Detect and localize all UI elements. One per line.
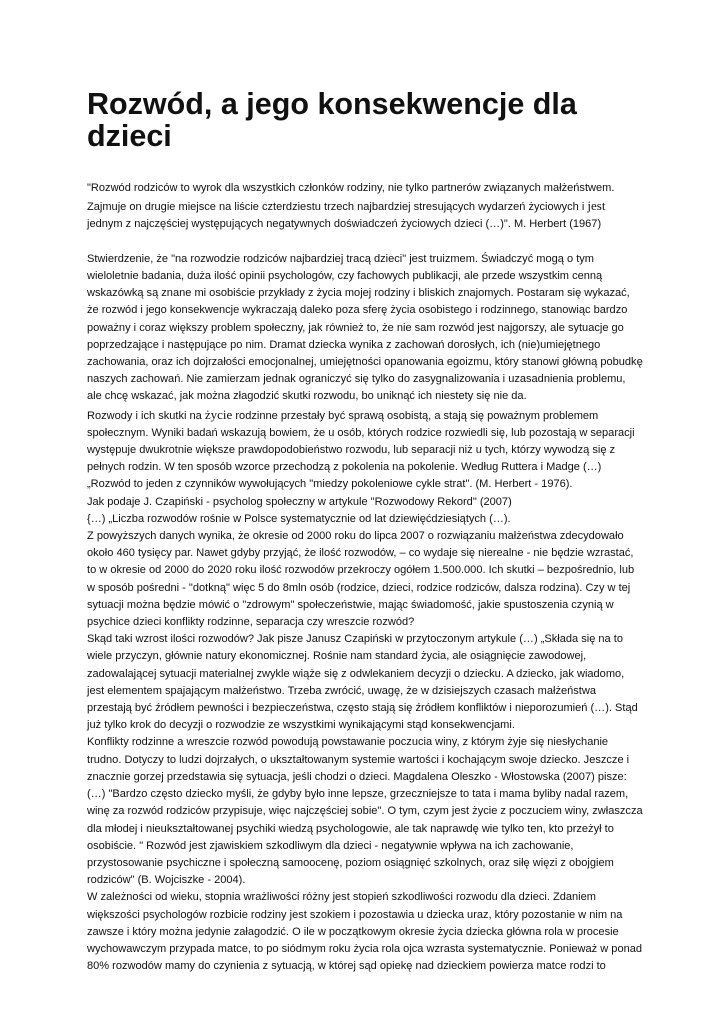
document-body (87, 180, 643, 975)
paragraph-czapinski-intro: Jak podaje J. Czapiński - psycholog społeczny w artykule "Rozwodowy Rekord" (2007) (87, 495, 512, 508)
paragraph-herbert-quote (87, 180, 643, 234)
text-run-serif: jest (587, 198, 606, 214)
paragraph-guilt: Konflikty rodzinne a wreszcie rozwód powodują powstawanie poczucia winy, z którym żyje się niesłychanie trudno. Dotyczy to ludzi dojrzałych, o ukształtowanym systemie wartości i kochającym swoje dziecko. Jeszcze i znacznie gorzej przedstawia się sytuacja, jeśli chodzi o dzieci. Magdalena Oleszko - Włostowska (2007) pisze: (…) "Bardzo często dziecko myśli, że gdyby było inne lepsze, grzeczniejsze to tata i mama byliby nadal razem, winę za rozwód rodziców przypisuje, więc najczęściej sobie". O tym, czym jest życie z poczuciem winy, zwłaszcza dla młodej i nieukształtowanej psychiki wiedzą psychologowie, ale tak naprawdę wie tylko ten, kto przeżył to osobiście. " Rozwód jest zjawiskiem szkodliwym dla dzieci - negatywnie wpływa na ich zachowanie, przystosowanie psychiczne i społeczną samoocenę, poziom osiągnięć szkolnych, oraz siłę więzi z obojgiem rodziców" (B. Wojciszke - 2004). (87, 736, 643, 887)
paragraph-czapinski-quote: {…) „Liczba rozwodów rośnie w Polsce systematycznie od lat dziewięćdziesiątych (…). (87, 512, 511, 525)
paragraph-social-problem (87, 406, 643, 494)
document-title: Rozwód, a jego konsekwencje dla dzieci (87, 87, 577, 153)
paragraph-age-sensitivity: W zależności od wieku, stopnia wrażliwości różny jest stopień szkodliwości rozwodu dla dzieci. Zdaniem większości psychologów rozbicie rodziny jest szokiem i pozostawia u dziecka uraz, który pozostanie w nim na zawsze i który można jedynie załagodzić. O ile w początkowym okresie życia dziecka główna rola w procesie wychowawczym przypada matce, to po siódmym roku życia rola ojca wzrasta systematycznie. Ponieważ w ponad 80% rozwodów mamy do czynienia z sytuacją, w której sąd opiekę nad dzieckiem powierza matce rodzi to (87, 891, 643, 973)
paragraph-spacer (87, 234, 643, 251)
text-run: Rozwody i ich skutki na (87, 409, 205, 422)
text-run: "Rozwód rodziców to wyrok dla wszystkich członków rodziny, nie tylko partnerów związanych małżeństwem. Zajmuje on drugie miejsce na liście czterdziestu trzech najbardziej stresujących wydarzeń życiowych i (87, 182, 615, 214)
paragraph-causes: Skąd taki wzrost ilości rozwodów? Jak pisze Janusz Czapiński w przytoczonym artykule (…) „Składa się na to wiele przyczyn, głównie natury ekonomicznej. Rośnie nam standard życia, ale osiągnięcie zawodowej, zadowalającej sytuacji materialnej zwykle wiąże się z odwlekaniem decyzji o dziecku. A dziecko, jak wiadomo, jest elementem spajającym małżeństwo. Trzeba zwrócić, uwagę, że w dzisiejszych czasach małżeństwa przestają być źródłem pewności i bezpieczeństwa, często stają się źródłem konfliktów i nieporozumień (…). Stąd już tylko krok do decyzji o rozwodzie ze wszystkimi wynikającymi stąd konsekwencjami. (87, 633, 638, 732)
text-run: jednym z najczęściej występujących negatywnych doświadczeń życiowych dzieci (…)". M. Herbert (1967) (87, 218, 602, 231)
paragraph-statistics: Z powyższych danych wynika, że okresie od 2000 roku do lipca 2007 o rozwiązaniu małżeństwa zdecydowało około 460 tysięcy par. Nawet gdyby przyjąć, że ilość rozwodów, – co wydaje się nierealne - nie będzie wzrastać, to w okresie od 2000 do 2020 roku ilość rozwodów przekroczy ogółem 1.500.000. Ich skutki – bezpośrednio, lub w sposób pośredni - "dotkną" więc 5 do 8mln osób (rodzice, dzieci, rodzice rodziców, dalsza rodzina). Czy w tej sytuacji można będzie mówić o "zdrowym" społeczeństwie, mając świadomość, jakie spustoszenia czynią w psychice dzieci konflikty rodzinne, separacja czy wreszcie rozwód? (87, 530, 635, 629)
text-run: rodzinne przestały być sprawą osobistą, a stają się poważnym problemem społecznym. Wyniki badań wskazują bowiem, że u osób, których rodzice rozwiedli się, lub pozostają w separacji występuje dwukrotnie większe prawdopodobieństwo rozwodu, lub separacji niż u tych, którzy wywodzą się z pełnych rodzin. W ten sposób wzorce przechodzą z pokolenia na pokolenie. Według Ruttera i Madge (…) „Rozwód to jeden z czynników wywołujących "miedzy pokoleniowe cykle strat". (M. Herbert - 1976). (87, 409, 635, 491)
text-run-serif: życie (204, 406, 233, 422)
paragraph-thesis: Stwierdzenie, że "na rozwodzie rodziców najbardziej tracą dzieci" jest truizmem. Świadczyć mogą o tym wieloletnie badania, duża ilość opinii psychologów, czy fachowych publikacji, ale przede wszystkim cenną wskazówką są znane mi osobiście przykłady z życia mojej rodziny i bliskich znajomych. Postaram się wykazać, że rozwód i jego konsekwencje wykraczają daleko poza sferę życia osobistego i rodzinnego, stanowiąc bardzo poważny i coraz większy problem społeczny, jak również to, że nie sam rozwód jest najgorszy, ale sytuacje go poprzedzające i następujące po nim. Dramat dziecka wynika z zachowań dorosłych, ich (nie)umiejętnego zachowania, oraz ich dojrzałości emocjonalnej, umiejętności opanowania egoizmu, który stanowi główną pobudkę naszych zachowań. Nie zamierzam jednak ograniczyć się tylko do zasygnalizowania i uzasadnienia problemu, ale chcę wskazać, jak można złagodzić skutki rozwodu, bo uniknąć ich niestety się nie da. (87, 252, 643, 403)
document-page (87, 88, 643, 975)
